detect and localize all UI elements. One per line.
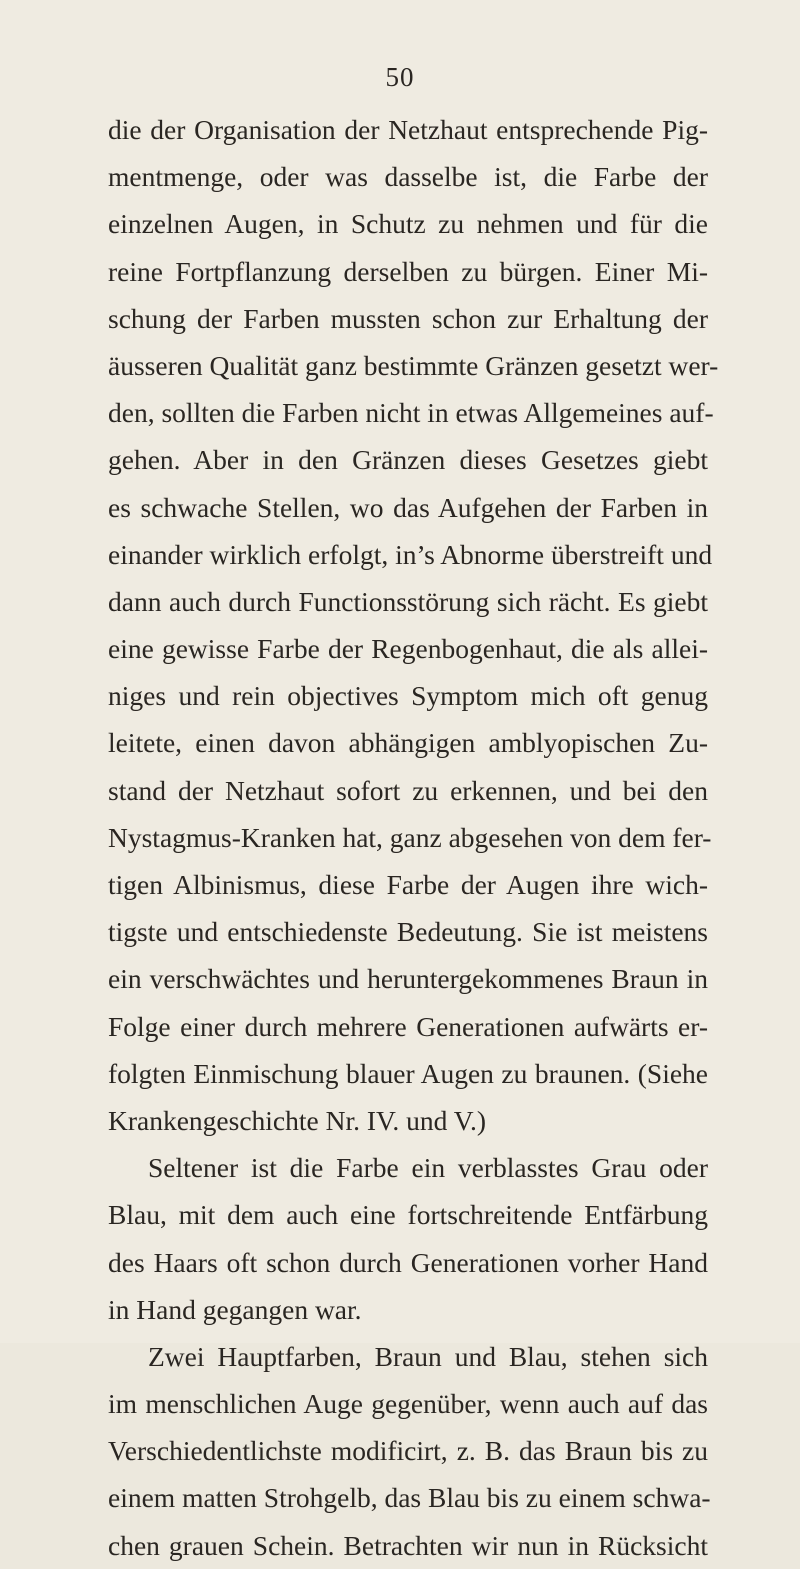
text-line: gehen. Aber in den Gränzen dieses Gesetzes giebt [108,444,708,476]
text-line: des Haars oft schon durch Generationen vorher Hand [108,1246,708,1278]
text-line: chen grauen Schein. Betrachten wir nun in Rücksicht [108,1529,708,1561]
text-line: niges und rein objectives Symptom mich oft genug [108,680,708,712]
text-line: Nystagmus-Kranken hat, ganz abgesehen von dem fer- [108,821,712,853]
text-line: Blau, mit dem auch eine fortschreitende Entfärbung [108,1199,708,1231]
text-line: stand der Netzhaut sofort zu erkennen, und bei den [108,774,708,806]
page-number: 50 [385,62,415,92]
text-line: dann auch durch Functionsstörung sich rächt. Es giebt [108,585,708,617]
text-line: in Hand gegangen war. [108,1293,362,1325]
text-line: äusseren Qualität ganz bestimmte Gränzen gesetzt wer- [108,349,719,381]
text-line: mentmenge, oder was dasselbe ist, die Farbe der [108,161,708,193]
text-line: folgten Einmischung blauer Augen zu braunen. (Siehe [108,1057,708,1089]
text-line: leitete, einen davon abhängigen amblyopischen Zu- [108,727,708,759]
text-line: eine gewisse Farbe der Regenbogenhaut, die als allei- [108,633,708,665]
text-line: tigste und entschiedenste Bedeutung. Sie ist meistens [108,916,708,948]
text-line: schung der Farben mussten schon zur Erhaltung der [108,302,708,334]
text-line: einzelnen Augen, in Schutz zu nehmen und für die [108,208,708,240]
text-line: die der Organisation der Netzhaut entsprechende Pig- [108,114,708,145]
text-line: einander wirklich erfolgt, in’s Abnorme überstreift und [108,538,713,570]
text-line: es schwache Stellen, wo das Aufgehen der Farben in [108,491,708,523]
text-line: ein verschwächtes und heruntergekommenes Braun in [108,963,708,995]
body-text [108,106,719,1569]
text-line: Seltener ist die Farbe ein verblasstes Grau oder [148,1152,708,1184]
text-line: Krankengeschichte Nr. IV. und V.) [108,1104,487,1136]
text-line: einem matten Strohgelb, das Blau bis zu einem schwa- [108,1482,711,1514]
text-line: Folge einer durch mehrere Generationen aufwärts er- [108,1010,708,1042]
text-line: Zwei Hauptfarben, Braun und Blau, stehen sich [148,1340,708,1372]
text-line: im menschlichen Auge gegenüber, wenn auch auf das [108,1388,708,1420]
text-line: tigen Albinismus, diese Farbe der Augen ihre wich- [108,869,708,900]
text-line: den, sollten die Farben nicht in etwas Allgemeines auf- [108,397,714,429]
text-line: reine Fortpflanzung derselben zu bürgen. Einer Mi- [108,255,708,287]
text-line: Verschiedentlichste modificirt, z. B. das Braun bis zu [108,1435,708,1467]
